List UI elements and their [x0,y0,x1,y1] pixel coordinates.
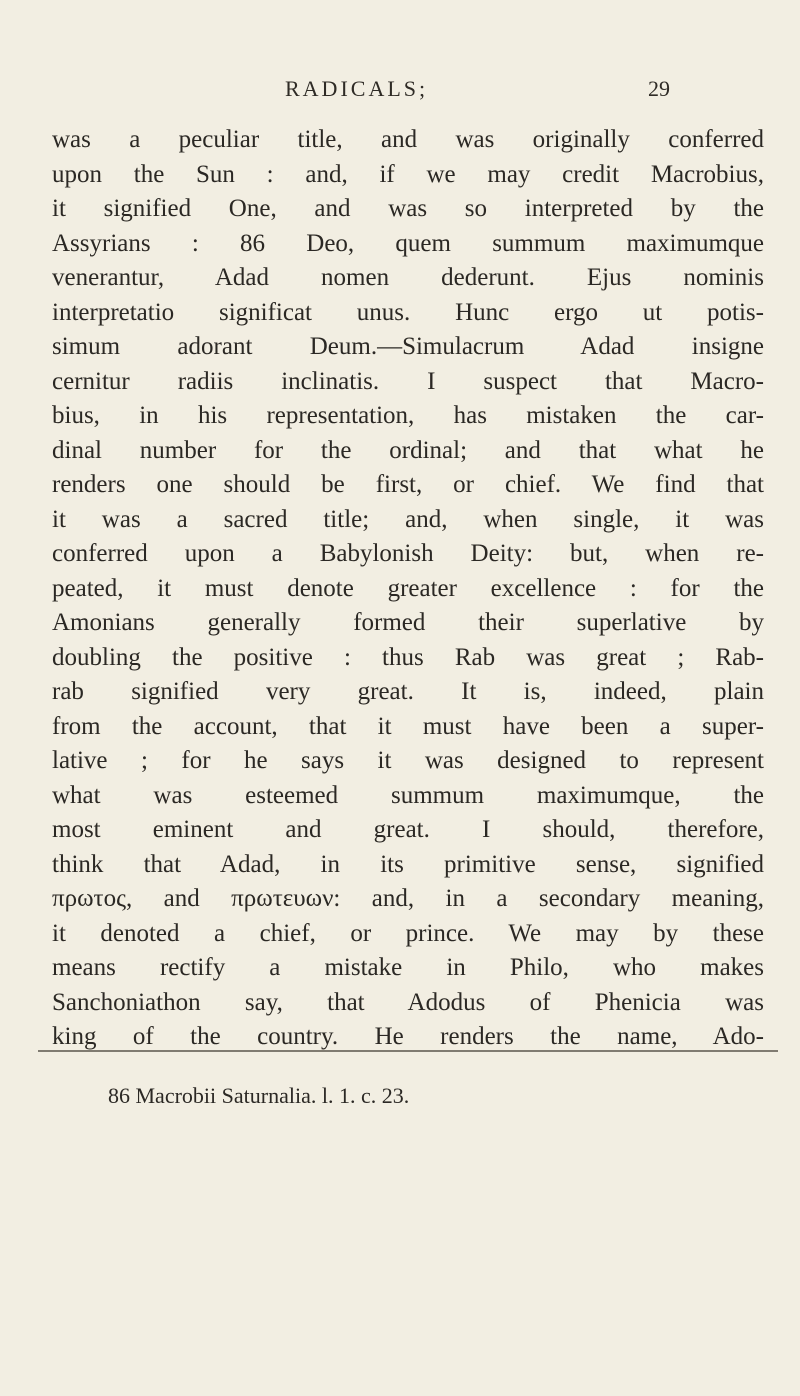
text-line: most eminent and great. I should, therefore, [52,816,764,843]
text-line: simum adorant Deum.—Simulacrum Adad insigne [52,333,764,360]
text-line: interpretatio significat unus. Hunc ergo ut potis- [52,298,764,326]
text-line: was a peculiar title, and was originally conferred [52,126,764,153]
page-number: 29 [648,76,670,101]
running-head-title: RADICALS; [285,76,429,101]
text-line: conferred upon a Babylonish Deity: but, when re- [52,540,764,567]
text-line: cernitur radiis inclinatis. I suspect that Macro- [52,367,764,395]
text-line: Sanchoniathon say, that Adodus of Phenicia was [52,988,764,1016]
text-line: Assyrians : 86 Deo, quem summum maximumque [52,229,764,257]
text-line: from the account, that it must have been a super- [52,712,764,740]
text-line: Amonians generally formed their superlative by [52,609,764,636]
footnote: 86 Macrobii Saturnalia. l. 1. c. 23. [108,1083,410,1108]
text-line: what was esteemed summum maximumque, the [52,781,764,809]
text-line: bius, in his representation, has mistaken the car- [52,402,764,429]
text-line: dinal number for the ordinal; and that what he [52,436,764,464]
text-line: king of the country. He renders the name, Ado- [52,1023,764,1050]
text-line: it signified One, and was so interpreted by the [52,195,764,222]
footnote-divider [38,1050,778,1052]
body-text [52,123,764,1055]
text-line: means rectify a mistake in Philo, who makes [52,954,764,981]
text-line: think that Adad, in its primitive sense, signified [52,850,764,878]
text-line: rab signified very great. It is, indeed, plain [52,678,764,705]
text-line: upon the Sun : and, if we may credit Macrobius, [52,160,764,188]
text-line: lative ; for he says it was designed to represent [52,747,764,774]
text-line: venerantur, Adad nomen dederunt. Ejus nominis [52,264,764,291]
text-line: doubling the positive : thus Rab was great ; Rab- [52,643,764,671]
text-line: it denoted a chief, or prince. We may by these [52,919,764,947]
text-line: it was a sacred title; and, when single, it was [52,505,764,533]
text-line: renders one should be first, or chief. We find that [52,471,764,498]
running-head [0,70,800,110]
text-line: peated, it must denote greater excellence : for the [52,574,764,602]
text-line: πρωτος, and πρωτευων: and, in a secondary meaning, [52,885,764,912]
